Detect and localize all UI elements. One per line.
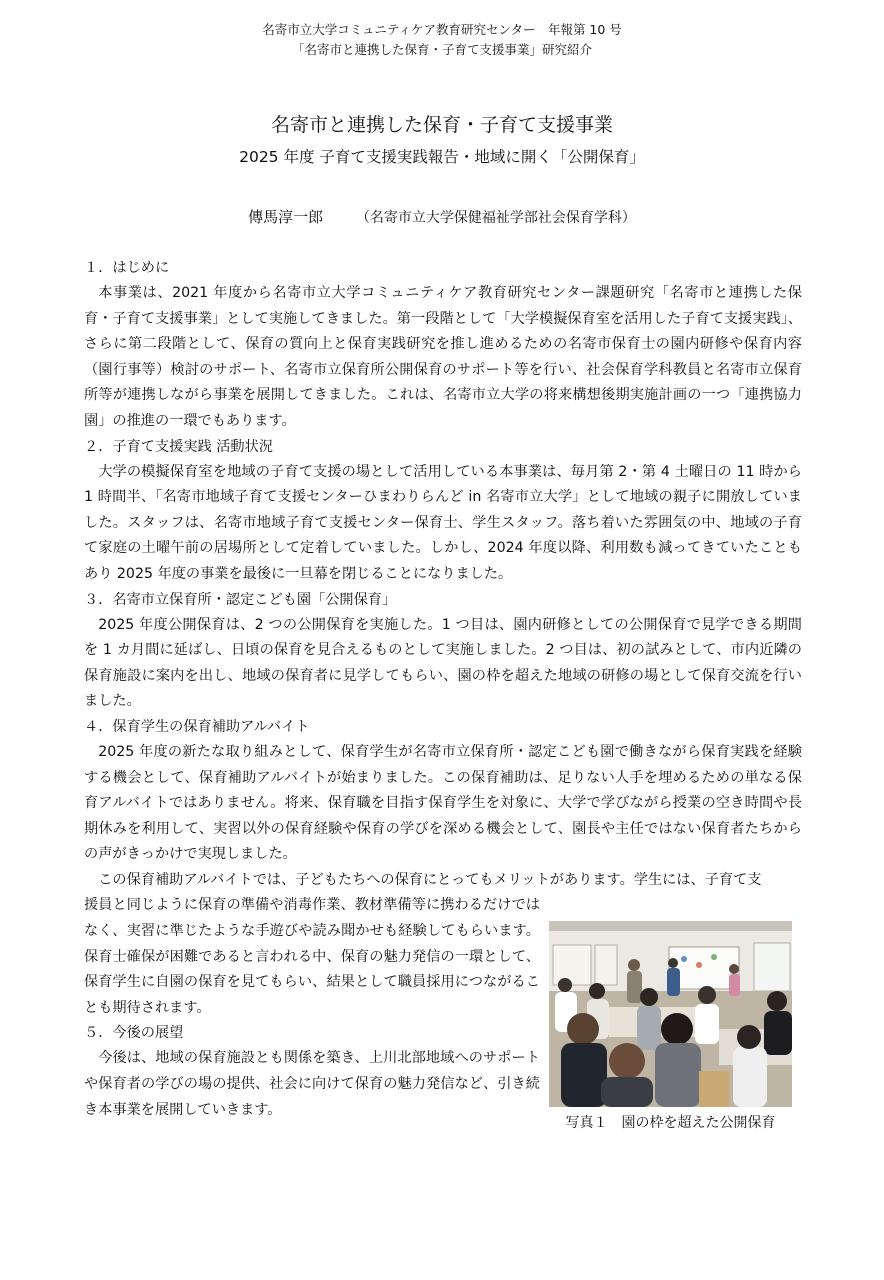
- paragraph-part-time-1: 2025 年度の新たな取り組みとして、保育学生が名寄市立保育所・認定こども園で働きながら保育実践を経験する機会として、保育補助アルバイトが始まりました。この保育補助は、足りない人手を埋めるための単なる保育アルバイトではありません。将来、保育職を目指す保育学生を対象に、大学で学びながら授業の空き時間や長期休みを利用して、実習以外の保育経験や保育の学びを深める機会として、園長や主任ではない保育者たちからの声がきっかけで実現しました。: [84, 743, 802, 863]
- section-heading-activity: ２．子育て支援実践 活動状況: [84, 438, 273, 455]
- paragraph-introduction: 本事業は、2021 年度から名寄市立大学コミュニティケア教育研究センター課題研究「名寄市と連携した保育・子育て支援事業」として実施してきました。第一段階として「大学模擬保育室を活用した子育て支援実践」、さらに第二段階として、保育の質向上と保育実践研究を推し進めるための名寄市保育士の園内研修や保育内容（園行事等）検討のサポート、名寄市立保育所公開保育のサポート等を行い、社会保育学科教員と名寄市立保育所等が連携しながら事業を展開してきました。これは、名寄市立大学の将来構想後期実施計画の一つ「連携協力園」の推進の一環でもあります。: [84, 285, 802, 429]
- section-heading-part-time: ４．保育学生の保育補助アルバイト: [84, 718, 310, 735]
- header-line-1: 名寄市立大学コミュニティケア教育研究センター 年報第 10 号: [262, 22, 622, 37]
- paragraph-activity: 大学の模擬保育室を地域の子育て支援の場として活用している本事業は、毎月第 2・第 4 土曜日の 11 時から 1 時間半、「名寄市地域子育て支援センターひまわりらんど in 名寄市立大学」として地域の親子に開放していました。スタッフは、名寄市地域子育て支援センター保育士、学生スタッフ。落ち着いた雰囲気の中、地域の子育て家庭の土曜午前の居場所として定着していました。しかし、2024 年度以降、利用数も減ってきていたこともあり 2025 年度の事業を最後に一旦幕を閉じることになりました。: [84, 463, 802, 582]
- classroom-photo: [549, 921, 792, 1107]
- paragraph-part-time-2-first-line: この保育補助アルバイトでは、子どもたちへの保育にとってもメリットがあります。学生には、子育て支: [98, 871, 762, 888]
- section-heading-introduction: １．はじめに: [84, 260, 170, 276]
- paper-title: 名寄市と連携した保育・子育て支援事業: [270, 114, 613, 136]
- figure-caption: 写真１ 園の枠を超えた公開保育: [565, 1115, 776, 1131]
- paragraph-open-childcare: 2025 年度公開保育は、2 つの公開保育を実施した。1 つ目は、園内研修としての公開保育で見学できる期間を 1 カ月間に延ばし、日頃の保育を見合えるものとして実施しました。2 つ目は、初の試みとして、市内近隣の保育施設に案内を出し、地域の保育者に見学してもらい、園の枠を超えた地域の研修の場として保育交流を行いました。: [84, 616, 802, 710]
- author-line: [0, 206, 884, 229]
- paragraph-outlook: 今後は、地域の保育施設とも関係を築き、上川北部地域へのサポートや保育者の学びの場の提供、社会に向けて保育の魅力発信など、引き続き本事業を展開していきます。: [84, 1050, 540, 1118]
- page-header: [0, 20, 884, 60]
- section-heading-outlook: ５．今後の展望: [84, 1025, 184, 1042]
- header-line-2: 「名寄市と連携した保育・子育て支援事業」研究紹介: [291, 42, 592, 57]
- author-name: 傳馬淳一郎: [248, 208, 324, 226]
- paper-subtitle: 2025 年度 子育て支援実践報告・地域に開く「公開保育」: [239, 148, 645, 166]
- section-heading-open-childcare: ３．名寄市立保育所・認定こども園「公開保育」: [84, 591, 397, 608]
- figure-1: [549, 921, 792, 1133]
- paragraph-part-time-2-rest: 援員と同じように保育の準備や消毒作業、教材準備等に携わるだけではなく、実習に準じたような手遊びや読み聞かせも経験してもらいます。保育士確保が困難であると言われる中、保育の魅力発信の一環として、保育学生に自園の保育を見てもらい、結果として職員採用につながることも期待されます。: [84, 897, 540, 1016]
- author-affiliation: （名寄市立大学保健福祉学部社会保育学科）: [355, 210, 636, 226]
